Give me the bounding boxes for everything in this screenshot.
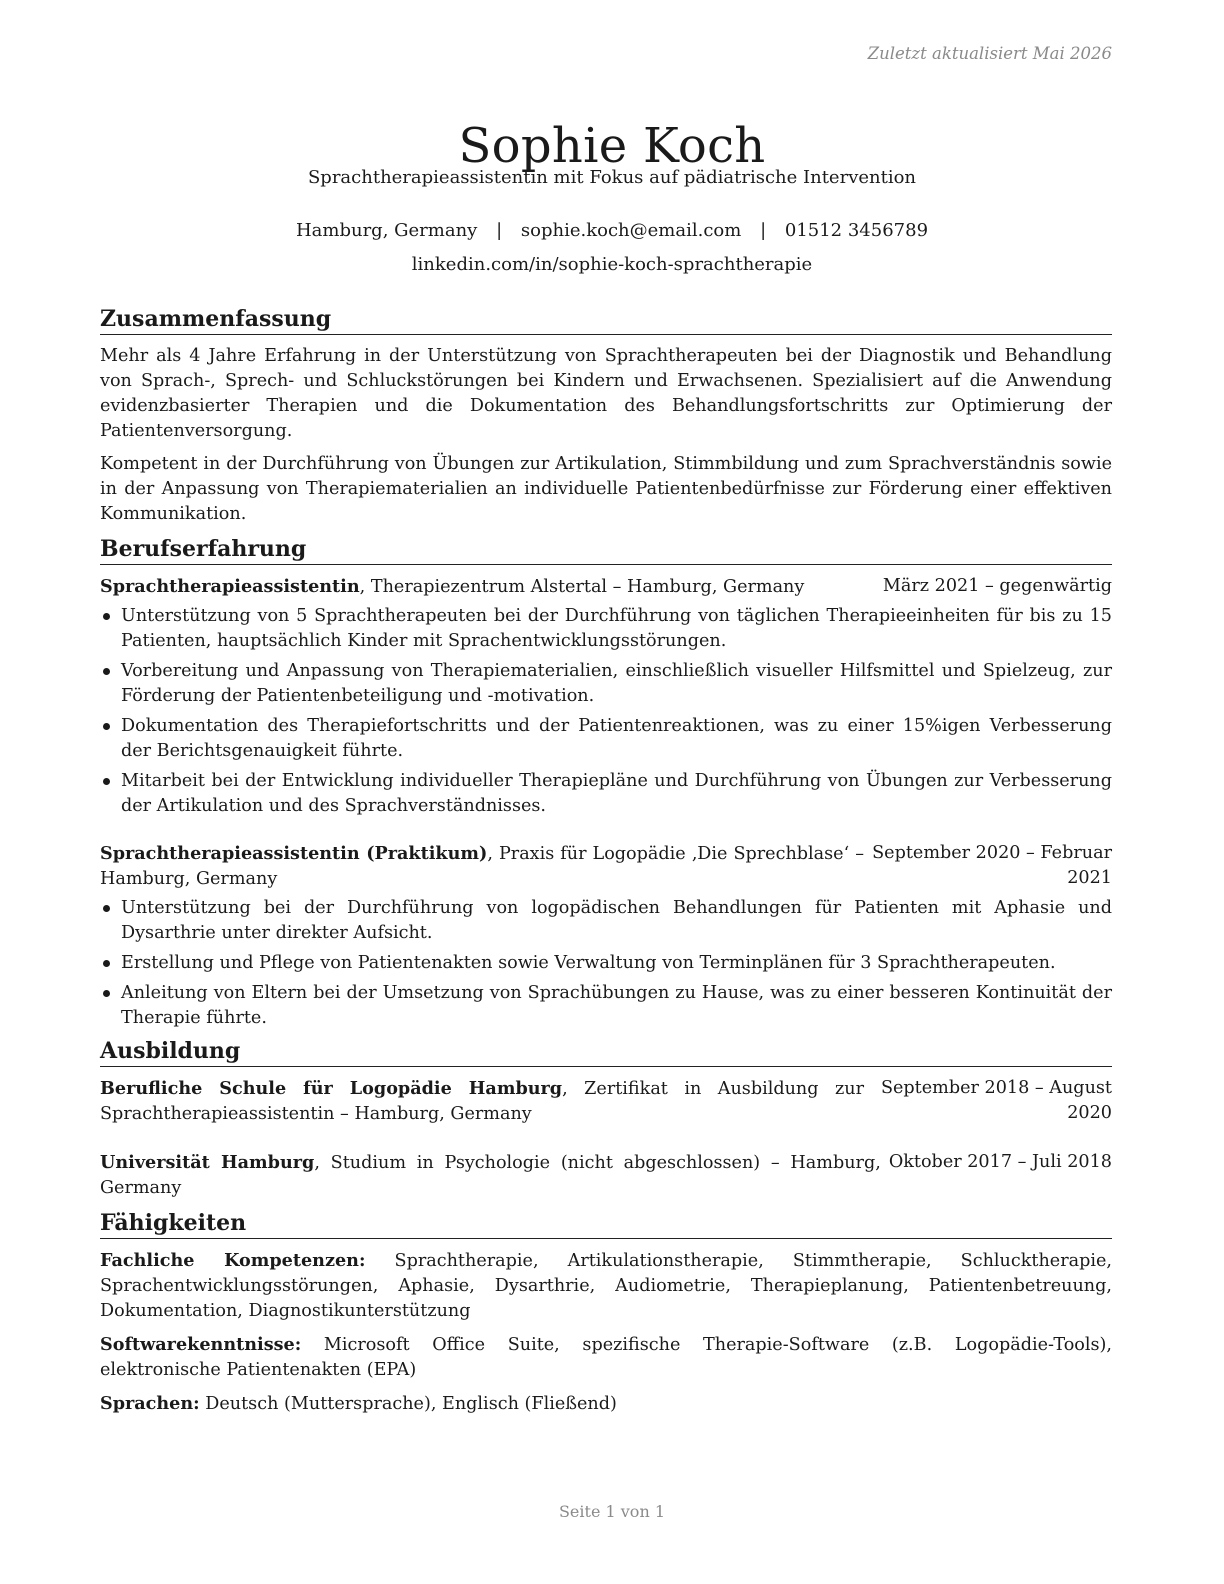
- job-dates: März 2021 – gegenwärtig: [882, 576, 1112, 596]
- location: Hamburg, Germany: [295, 220, 478, 241]
- skill-label: Fachliche Kompetenzen:: [100, 1250, 366, 1271]
- section-title-experience: Berufserfahrung: [100, 535, 1112, 565]
- job-bullet: Vorbereitung und Anpassung von Therapiematerialien, einschließlich visueller Hilfsmittel und Spielzeug, zur Förderung der Patientenbeteiligung und -motivation.: [100, 659, 1112, 709]
- summary-paragraph: Kompetent in der Durchführung von Übungen zur Artikulation, Stimmbildung und zum Sprachverständnis sowie in der Anpassung von Therapiematerialien an individuelle Patientenbedürfnisse zur Förderung einer effektiven Kommunikation.: [100, 454, 1112, 524]
- job-bullet: Anleitung von Eltern bei der Umsetzung von Sprachübungen zu Hause, was zu einer besseren Kontinuität der Therapie führte.: [100, 981, 1112, 1031]
- job-header: [100, 574, 1112, 600]
- job-role: Sprachtherapieassistentin: [100, 576, 360, 597]
- education-details: , Zertifikat in Ausbildung zur Sprachtherapieassistentin – Hamburg, Germany: [100, 1079, 865, 1124]
- email-link[interactable]: sophie.koch@email.com: [520, 220, 742, 241]
- page-number: Seite 1 von 1: [558, 1502, 666, 1521]
- education-section: [100, 1037, 1112, 1201]
- job-bullets: [100, 604, 1112, 819]
- job-dates: September 2020 – Februar 2021: [872, 843, 1112, 888]
- education-entry: [100, 1150, 1112, 1201]
- job-header: [100, 841, 1112, 892]
- job-bullet: Erstellung und Pflege von Patientenakten sowie Verwaltung von Terminplänen für 3 Sprachtherapeuten.: [100, 951, 1112, 976]
- skill-value: Sprachtherapie, Artikulationstherapie, Stimmtherapie, Schlucktherapie, Sprachentwicklungsstörungen, Aphasie, Dysarthrie, Audiometrie, Therapieplanung, Patientenbetreuung, Dokumentation, Diagnostikunterstützung: [100, 1251, 1112, 1321]
- job-details: , Praxis für Logopädie ‚Die Sprechblase‘ – Hamburg, Germany: [100, 844, 864, 889]
- skill-label: Sprachen:: [100, 1393, 200, 1414]
- job-entry: [100, 841, 1112, 1031]
- skills-section: [100, 1209, 1112, 1417]
- experience-section: [100, 535, 1112, 1031]
- education-dates: Oktober 2017 – Juli 2018: [888, 1152, 1112, 1172]
- job-bullets: [100, 896, 1112, 1031]
- separator: |: [760, 220, 767, 241]
- section-title-skills: Fähigkeiten: [100, 1209, 1112, 1239]
- person-name: Sophie Koch: [458, 118, 766, 175]
- job-role: Sprachtherapieassistentin (Praktikum): [100, 843, 488, 864]
- school-name: Universität Hamburg: [100, 1152, 315, 1173]
- section-title-summary: Zusammenfassung: [100, 305, 1112, 335]
- education-entry: [100, 1076, 1112, 1127]
- phone-number: 01512 3456789: [784, 220, 929, 241]
- contact-line: [0, 220, 1224, 241]
- job-entry: [100, 574, 1112, 819]
- job-bullet: Unterstützung bei der Durchführung von logopädischen Behandlungen für Patienten mit Aphasie und Dysarthrie unter direkter Aufsicht.: [100, 896, 1112, 946]
- resume-body: [100, 305, 1112, 1425]
- school-name: Berufliche Schule für Logopädie Hamburg: [100, 1078, 563, 1099]
- skill-line: [100, 1248, 1112, 1324]
- section-title-education: Ausbildung: [100, 1037, 1112, 1067]
- job-bullet: Dokumentation des Therapiefortschritts und der Patientenreaktionen, was zu einer 15%igen Verbesserung der Berichtsgenauigkeit führte.: [100, 714, 1112, 764]
- skill-value: Deutsch (Muttersprache), Englisch (Fließend): [199, 1394, 617, 1414]
- tagline: Sprachtherapieassistentin mit Fokus auf pädiatrische Intervention: [307, 167, 917, 188]
- job-details: , Therapiezentrum Alstertal – Hamburg, Germany: [359, 577, 805, 597]
- job-bullet: Unterstützung von 5 Sprachtherapeuten bei der Durchführung von täglichen Therapieeinheiten für bis zu 15 Patienten, hauptsächlich Kinder mit Sprachentwicklungsstörungen.: [100, 604, 1112, 654]
- skill-label: Softwarekenntnisse:: [100, 1334, 302, 1355]
- job-bullet: Mitarbeit bei der Entwicklung individueller Therapiepläne und Durchführung von Übungen zur Verbesserung der Artikulation und des Sprachverständnisses.: [100, 769, 1112, 819]
- skill-line: [100, 1332, 1112, 1383]
- summary-paragraph: Mehr als 4 Jahre Erfahrung in der Unterstützung von Sprachtherapeuten bei der Diagnostik und Behandlung von Sprach-, Sprech- und Schluckstörungen bei Kindern und Erwachsenen. Spezialisiert auf die Anwendung evidenzbasierter Therapien und die Dokumentation des Behandlungsfortschritts zur Optimierung der Patientenversorgung.: [100, 346, 1112, 441]
- summary-section: [100, 305, 1112, 527]
- last-updated: Zuletzt aktualisiert Mai 2026: [867, 44, 1112, 63]
- education-dates: September 2018 – August 2020: [880, 1078, 1112, 1123]
- education-details: , Studium in Psychologie (nicht abgeschlossen) – Hamburg, Germany: [100, 1153, 881, 1198]
- skill-line: [100, 1391, 1112, 1417]
- skill-value: Microsoft Office Suite, spezifische Therapie-Software (z.B. Logopädie-Tools), elektronische Patientenakten (EPA): [100, 1335, 1112, 1380]
- linkedin-link[interactable]: linkedin.com/in/sophie-koch-sprachtherapie: [411, 254, 813, 275]
- separator: |: [496, 220, 503, 241]
